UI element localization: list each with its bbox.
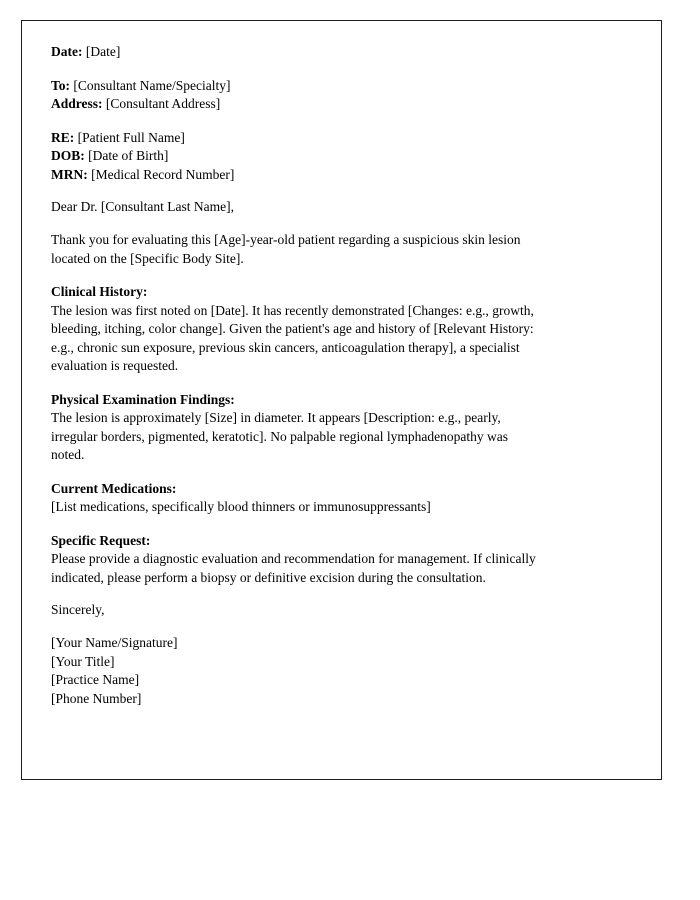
address-value: [Consultant Address] (105, 96, 221, 111)
section-line: noted. (51, 447, 85, 462)
letter-page (21, 20, 662, 780)
section-line: The lesion is approximately [Size] in diameter. It appears [Description: e.g., pearly, (51, 410, 501, 425)
section-heading: Specific Request: (51, 532, 151, 548)
to-label: To: (51, 77, 71, 93)
dob-label: DOB: (51, 148, 85, 163)
section-line: [List medications, specifically blood thinners or immunosuppressants] (51, 499, 431, 514)
date-line (51, 43, 623, 62)
section-line: indicated, please perform a biopsy or definitive excision during the consultation. (51, 569, 486, 585)
closing: Sincerely, (51, 601, 105, 617)
recipient-address-line (51, 95, 623, 114)
signature-line: [Your Title] (51, 653, 115, 669)
intro-line: Thank you for evaluating this [Age]-year-old patient regarding a suspicious skin lesion (51, 232, 521, 247)
date-label: Date: (51, 44, 83, 59)
salutation: Dear Dr. [Consultant Last Name], (51, 198, 234, 214)
section-line: e.g., chronic sun exposure, previous skin cancers, anticoagulation therapy], a specialist (51, 339, 520, 355)
intro-line: located on the [Specific Body Site]. (51, 250, 244, 266)
section-line: The lesion was first noted on [Date]. It has recently demonstrated [Changes: e.g., growth, (51, 302, 534, 318)
section-heading: Clinical History: (51, 284, 148, 299)
re-label: RE: (51, 129, 75, 145)
section-line: bleeding, itching, color change]. Given the patient's age and history of [Relevant History: (51, 321, 534, 336)
section-line: evaluation is requested. (51, 358, 179, 373)
signature-line: [Your Name/Signature] (51, 635, 178, 650)
mrn-label: MRN: (51, 166, 88, 182)
recipient-to-line (51, 77, 623, 96)
section-line: Please provide a diagnostic evaluation and recommendation for management. If clinically (51, 551, 536, 566)
section-line: irregular borders, pigmented, keratotic]. No palpable regional lymphadenopathy was (51, 428, 508, 444)
mrn-value: [Medical Record Number] (91, 166, 235, 182)
patient-dob-line (51, 147, 623, 166)
dob-value: [Date of Birth] (88, 148, 169, 163)
date-value: [Date] (85, 44, 121, 59)
patient-re-line (51, 129, 623, 148)
signature-line: [Practice Name] (51, 672, 140, 687)
to-value: [Consultant Name/Specialty] (73, 77, 231, 93)
address-label: Address: (51, 96, 103, 111)
signature-line: [Phone Number] (51, 690, 142, 706)
patient-mrn-line (51, 166, 623, 185)
section-heading: Physical Examination Findings: (51, 391, 235, 407)
re-value: [Patient Full Name] (77, 129, 185, 145)
section-heading: Current Medications: (51, 480, 177, 496)
